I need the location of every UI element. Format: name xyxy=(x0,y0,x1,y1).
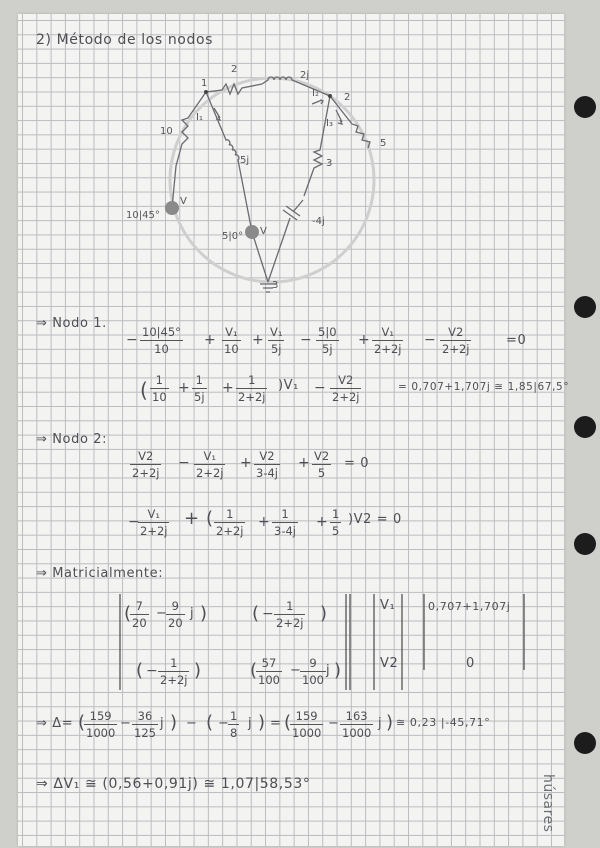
numerator: 163 xyxy=(340,708,373,725)
equals-zero: = 0 xyxy=(344,456,370,471)
sign: − xyxy=(120,716,132,731)
denominator: 2+2j xyxy=(238,390,266,404)
paren: ) xyxy=(258,712,266,733)
matrix-heading: ⇒ Matricialmente: xyxy=(36,566,164,581)
sign: − xyxy=(300,332,313,348)
numerator: V₁ xyxy=(222,324,241,341)
denominator: 2+2j xyxy=(196,466,224,480)
delta-v1-line: ⇒ ΔV₁ ≅ (0,56+0,91j) ≅ 1,07|58,53° xyxy=(36,776,311,792)
fraction xyxy=(300,655,326,688)
sign: + xyxy=(258,514,271,530)
numerator: 1 xyxy=(274,598,305,615)
numerator: V₁ xyxy=(372,324,403,341)
numerator: 5|0 xyxy=(318,325,337,339)
numerator: 7 xyxy=(130,598,149,615)
numerator: 57 xyxy=(256,655,282,672)
paren: ( xyxy=(250,660,258,681)
paren: ) xyxy=(334,660,342,681)
source-left-ref: V xyxy=(180,196,187,207)
fraction xyxy=(340,708,373,741)
rhs-r2: 0 xyxy=(466,656,475,671)
numerator: 1 xyxy=(158,655,189,672)
sign: − xyxy=(262,606,275,622)
source-center-ref: V xyxy=(260,226,267,237)
paren-v1: )V₁ xyxy=(278,378,299,393)
denominator: 1000 xyxy=(292,726,322,740)
fraction xyxy=(256,655,282,688)
numerator: 1 xyxy=(150,372,169,389)
brand-label: húsares xyxy=(540,774,556,833)
paren: ) xyxy=(194,660,202,681)
paren: ( xyxy=(136,660,144,681)
numerator: V2 xyxy=(440,324,471,341)
imag-unit: j xyxy=(248,716,253,731)
numerator: 9 xyxy=(300,655,326,672)
numerator: 36 xyxy=(132,708,158,725)
denominator: 2+2j xyxy=(132,466,160,480)
equals-zero: =0 xyxy=(506,333,527,348)
fraction xyxy=(228,708,239,741)
sign: + xyxy=(204,332,217,348)
numerator: 1 xyxy=(214,506,245,523)
rhs-r1: 0,707+1,707j xyxy=(428,600,511,613)
sign: + xyxy=(358,332,371,348)
imag-unit: j xyxy=(190,606,195,621)
sign: − xyxy=(314,380,327,396)
denominator: 5j xyxy=(270,342,282,356)
r5-label: 5 xyxy=(380,138,387,149)
vector-v2: V2 xyxy=(380,656,399,671)
sign: − xyxy=(126,332,139,348)
sign: − xyxy=(218,716,230,731)
sign: − xyxy=(146,663,159,679)
sign: − xyxy=(156,606,168,621)
numerator: 10|45° xyxy=(142,325,181,339)
denominator: 125 xyxy=(134,726,156,740)
denominator: 1000 xyxy=(342,726,372,740)
numerator: V₁ xyxy=(270,325,283,339)
denominator: 10 xyxy=(154,342,169,356)
numerator: V₁ xyxy=(194,448,225,465)
fraction xyxy=(290,708,323,741)
paren: ) xyxy=(170,712,178,733)
numerator: V2 xyxy=(254,448,280,465)
numerator: 159 xyxy=(290,708,323,725)
paren: ( xyxy=(206,712,214,733)
denominator: 3-4j xyxy=(274,524,296,538)
denominator: 2+2j xyxy=(276,616,304,630)
sign: − xyxy=(290,663,302,678)
numerator: 1 xyxy=(192,372,207,389)
paren-v2: )V2 = 0 xyxy=(348,512,402,527)
fraction xyxy=(158,655,189,688)
denominator: 2+2j xyxy=(216,524,244,538)
c4j-label: -4j xyxy=(312,216,325,227)
numerator: 1 xyxy=(272,506,298,523)
denominator: 2+2j xyxy=(140,524,168,538)
node-3-label: 3 xyxy=(272,280,279,291)
sign: − xyxy=(328,716,340,731)
denominator: 2+2j xyxy=(374,342,402,356)
source-center-label: 5|0° xyxy=(222,231,244,242)
denominator: 5j xyxy=(322,342,333,356)
imag-unit: j xyxy=(160,716,165,731)
sign: − xyxy=(186,716,198,731)
delta-result: ≅ 0,23 |-45,71° xyxy=(396,716,491,729)
paren: + ( xyxy=(184,508,214,529)
numerator: V₁ xyxy=(138,506,169,523)
denominator: 5j xyxy=(194,390,205,404)
denominator: 10 xyxy=(152,390,167,404)
paren: ( xyxy=(284,712,292,733)
sign: + xyxy=(252,332,265,348)
equals: = xyxy=(270,716,282,731)
denominator: 2+2j xyxy=(442,342,470,356)
paren: ( xyxy=(252,603,260,624)
fraction xyxy=(166,598,185,631)
sign: + xyxy=(178,380,191,396)
source-left-label: 10|45° xyxy=(126,210,160,221)
fraction xyxy=(132,708,158,741)
nodo1-rhs: = 0,707+1,707j ≅ 1,85|67,5° xyxy=(398,381,570,393)
numerator: V2 xyxy=(130,448,161,465)
sign: − xyxy=(128,514,141,530)
current-i3-label: I₃ xyxy=(326,118,333,129)
denominator: 5 xyxy=(332,524,340,538)
numerator: 159 xyxy=(84,708,117,725)
imag-unit: j xyxy=(326,663,331,678)
sign: + xyxy=(240,455,253,471)
fraction xyxy=(84,708,117,741)
l5j-label: 5j xyxy=(240,155,250,166)
numerator: V2 xyxy=(314,449,330,463)
denominator: 100 xyxy=(258,673,280,687)
node-2-label: 2 xyxy=(344,92,351,103)
paren: ) xyxy=(200,603,208,624)
numerator: 1 xyxy=(236,372,267,389)
r10-label: 10 xyxy=(160,126,173,137)
denominator: 5 xyxy=(317,466,326,480)
sign: + xyxy=(222,380,235,396)
imag-unit: j xyxy=(378,716,383,731)
sign: − xyxy=(178,455,191,471)
paren: ) xyxy=(320,603,328,624)
denominator: 100 xyxy=(302,673,324,687)
denominator: 10 xyxy=(224,342,239,356)
denominator: 20 xyxy=(168,616,183,630)
paren: ( xyxy=(124,603,132,624)
fraction xyxy=(130,598,149,631)
nodo2-heading: ⇒ Nodo 2: xyxy=(36,432,108,447)
l2j-label: 2j xyxy=(300,70,310,81)
denominator: 20 xyxy=(132,616,147,630)
sign: − xyxy=(424,332,437,348)
fraction xyxy=(274,598,305,631)
denominator: 8 xyxy=(230,726,238,740)
sign: + xyxy=(316,514,329,530)
vector-v1: V₁ xyxy=(380,598,396,613)
paren: ( xyxy=(78,712,86,733)
delta-prefix: ⇒ Δ= xyxy=(36,716,74,731)
sign: + xyxy=(298,455,311,471)
current-i2-label: I₂ xyxy=(312,88,319,99)
denominator: 2+2j xyxy=(160,673,188,687)
denominator: 1000 xyxy=(86,726,116,740)
node-1-label: 1 xyxy=(201,78,208,89)
page-title: 2) Método de los nodos xyxy=(36,32,214,48)
r2-label: 2 xyxy=(231,64,238,75)
current-i1-label: I₁ xyxy=(196,112,203,123)
numerator: V2 xyxy=(330,372,361,389)
denominator: 2+2j xyxy=(332,390,360,404)
paren: ( xyxy=(140,378,149,402)
r3-label: 3 xyxy=(326,158,333,169)
numerator: 1 xyxy=(332,507,340,521)
denominator: 3-4j xyxy=(256,466,278,480)
numerator: 9 xyxy=(166,598,185,615)
nodo1-heading: ⇒ Nodo 1. xyxy=(36,316,107,331)
paren: ) xyxy=(386,712,394,733)
numerator: 1 xyxy=(230,709,238,723)
